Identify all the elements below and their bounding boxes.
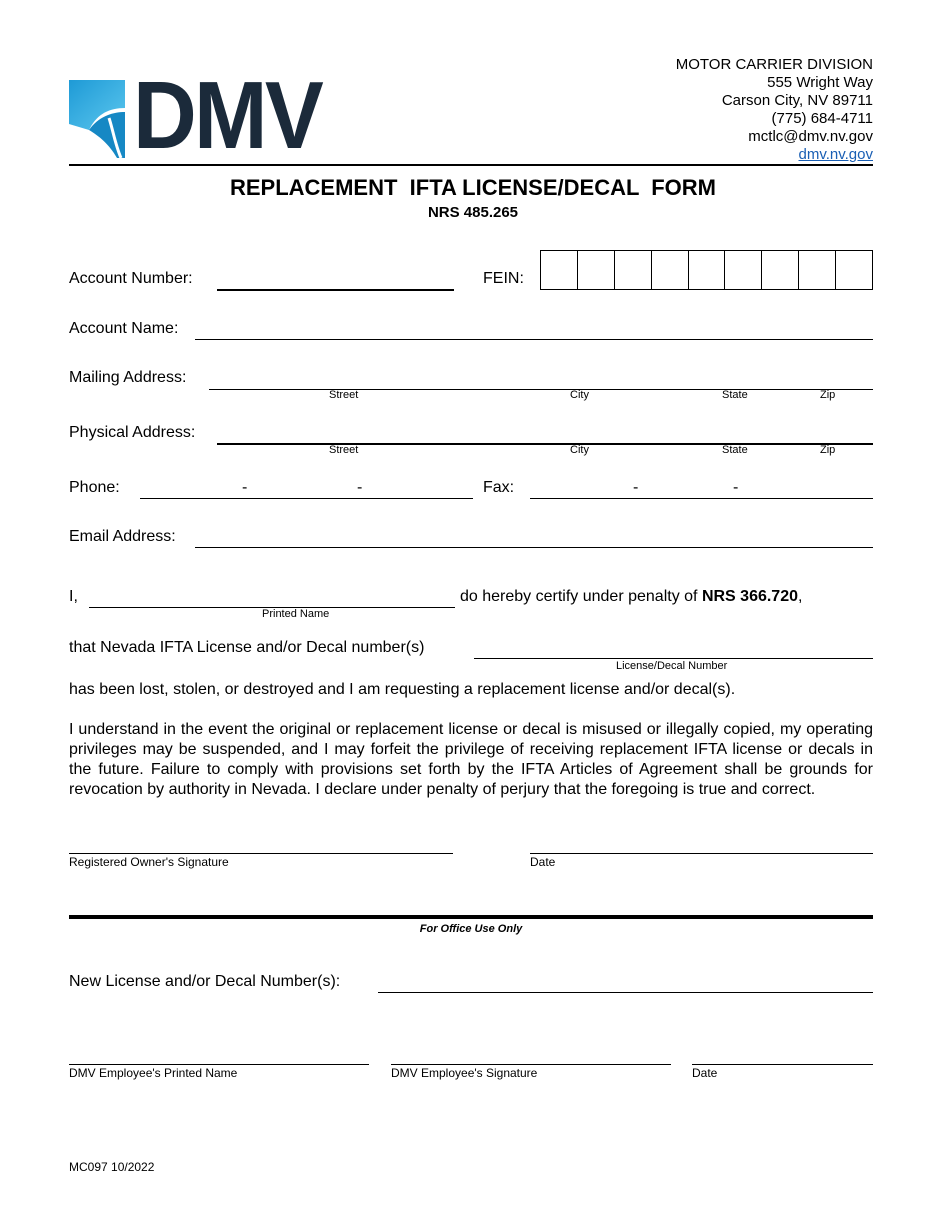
division-email: mctlc@dmv.nv.gov (748, 128, 873, 145)
street-address: 555 Wright Way (767, 74, 873, 91)
account-number-label: Account Number: (69, 270, 193, 287)
fax-field[interactable] (530, 478, 873, 499)
fax-label: Fax: (483, 479, 515, 496)
form-title: REPLACEMENT IFTA LICENSE/DECAL FORM (229, 175, 717, 200)
division-phone: (775) 684-4711 (771, 110, 873, 127)
certify-comma: , (798, 588, 803, 605)
fein-digit-box[interactable] (578, 251, 615, 289)
certify-text: do hereby certify under penalty of (460, 588, 698, 605)
email-field[interactable] (195, 527, 873, 548)
employee-signature-caption: DMV Employee's Signature (391, 1066, 538, 1080)
fein-digit-box[interactable] (541, 251, 578, 289)
logo-text: DMV (133, 62, 321, 169)
physical-address-field[interactable] (217, 423, 873, 445)
mailing-state-caption: State (722, 389, 748, 401)
city-state-zip: Carson City, NV 89711 (721, 92, 873, 109)
physical-city-caption: City (570, 444, 589, 456)
dmv-logo (69, 62, 321, 169)
printed-name-field[interactable] (89, 587, 455, 608)
new-license-field[interactable] (378, 972, 873, 993)
license-number-text: that Nevada IFTA License and/or Decal number(s) (69, 639, 425, 656)
certify-statement (460, 588, 802, 606)
certify-nrs: NRS 366.720 (701, 588, 798, 605)
physical-address-label: Physical Address: (69, 424, 196, 441)
employee-date-field[interactable] (692, 1044, 873, 1065)
lost-statement: has been lost, stolen, or destroyed and I am requesting a replacement license and/or decal(s). (69, 681, 736, 698)
employee-date-caption: Date (692, 1066, 718, 1080)
certify-i: I, (69, 588, 78, 605)
fein-digit-box[interactable] (689, 251, 726, 289)
fein-digit-box[interactable] (615, 251, 652, 289)
fax-dash-1: - (633, 479, 639, 496)
fein-digit-box[interactable] (725, 251, 762, 289)
license-decal-number-field[interactable] (474, 638, 873, 659)
office-divider (69, 915, 873, 919)
fein-label: FEIN: (483, 270, 524, 287)
employee-name-field[interactable] (69, 1044, 369, 1065)
fax-dash-2: - (733, 479, 739, 496)
owner-signature-caption: Registered Owner's Signature (69, 855, 229, 869)
license-decal-caption: License/Decal Number (616, 660, 728, 672)
form-subtitle: NRS 485.265 (427, 204, 519, 221)
account-number-field[interactable] (217, 269, 454, 291)
header-rule (69, 164, 873, 166)
fein-digit-box[interactable] (836, 251, 872, 289)
phone-dash-1: - (242, 479, 248, 496)
mailing-address-label: Mailing Address: (69, 369, 187, 386)
owner-signature-field[interactable] (69, 833, 453, 854)
fein-digit-box[interactable] (762, 251, 799, 289)
physical-street-caption: Street (329, 444, 359, 456)
form-number: MC097 10/2022 (69, 1160, 155, 1174)
website-link[interactable]: dmv.nv.gov (798, 146, 873, 163)
mailing-street-caption: Street (329, 389, 359, 401)
physical-state-caption: State (722, 444, 748, 456)
owner-date-caption: Date (530, 855, 556, 869)
division-name: MOTOR CARRIER DIVISION (675, 56, 873, 73)
account-name-label: Account Name: (69, 320, 179, 337)
owner-date-field[interactable] (530, 833, 873, 854)
phone-dash-2: - (357, 479, 363, 496)
fein-digit-box[interactable] (799, 251, 836, 289)
new-license-label: New License and/or Decal Number(s): (69, 973, 341, 990)
website-link-wrap (799, 146, 873, 164)
fein-boxes (540, 250, 873, 290)
employee-signature-field[interactable] (391, 1044, 671, 1065)
account-name-field[interactable] (195, 319, 873, 340)
physical-zip-caption: Zip (820, 444, 836, 456)
office-use-heading: For Office Use Only (419, 923, 523, 935)
mailing-zip-caption: Zip (820, 389, 836, 401)
mailing-city-caption: City (570, 389, 589, 401)
phone-field[interactable] (140, 478, 473, 499)
perjury-statement: I understand in the event the original or replacement license or decal is misused or illegally copied, my operating privileges may be suspended, and I may forfeit the privilege of receiving replacement IFTA license or decals in the future. Failure to comply with provisions set forth by the IFTA Articles of Agreement shall be grounds for revocation by authority in Nevada. I declare under penalty of perjury that the foregoing is true and correct. (69, 721, 873, 798)
mailing-address-field[interactable] (209, 369, 873, 390)
email-label: Email Address: (69, 528, 176, 545)
phone-label: Phone: (69, 479, 120, 496)
employee-name-caption: DMV Employee's Printed Name (69, 1066, 238, 1080)
printed-name-caption: Printed Name (262, 608, 330, 620)
fein-digit-box[interactable] (652, 251, 689, 289)
